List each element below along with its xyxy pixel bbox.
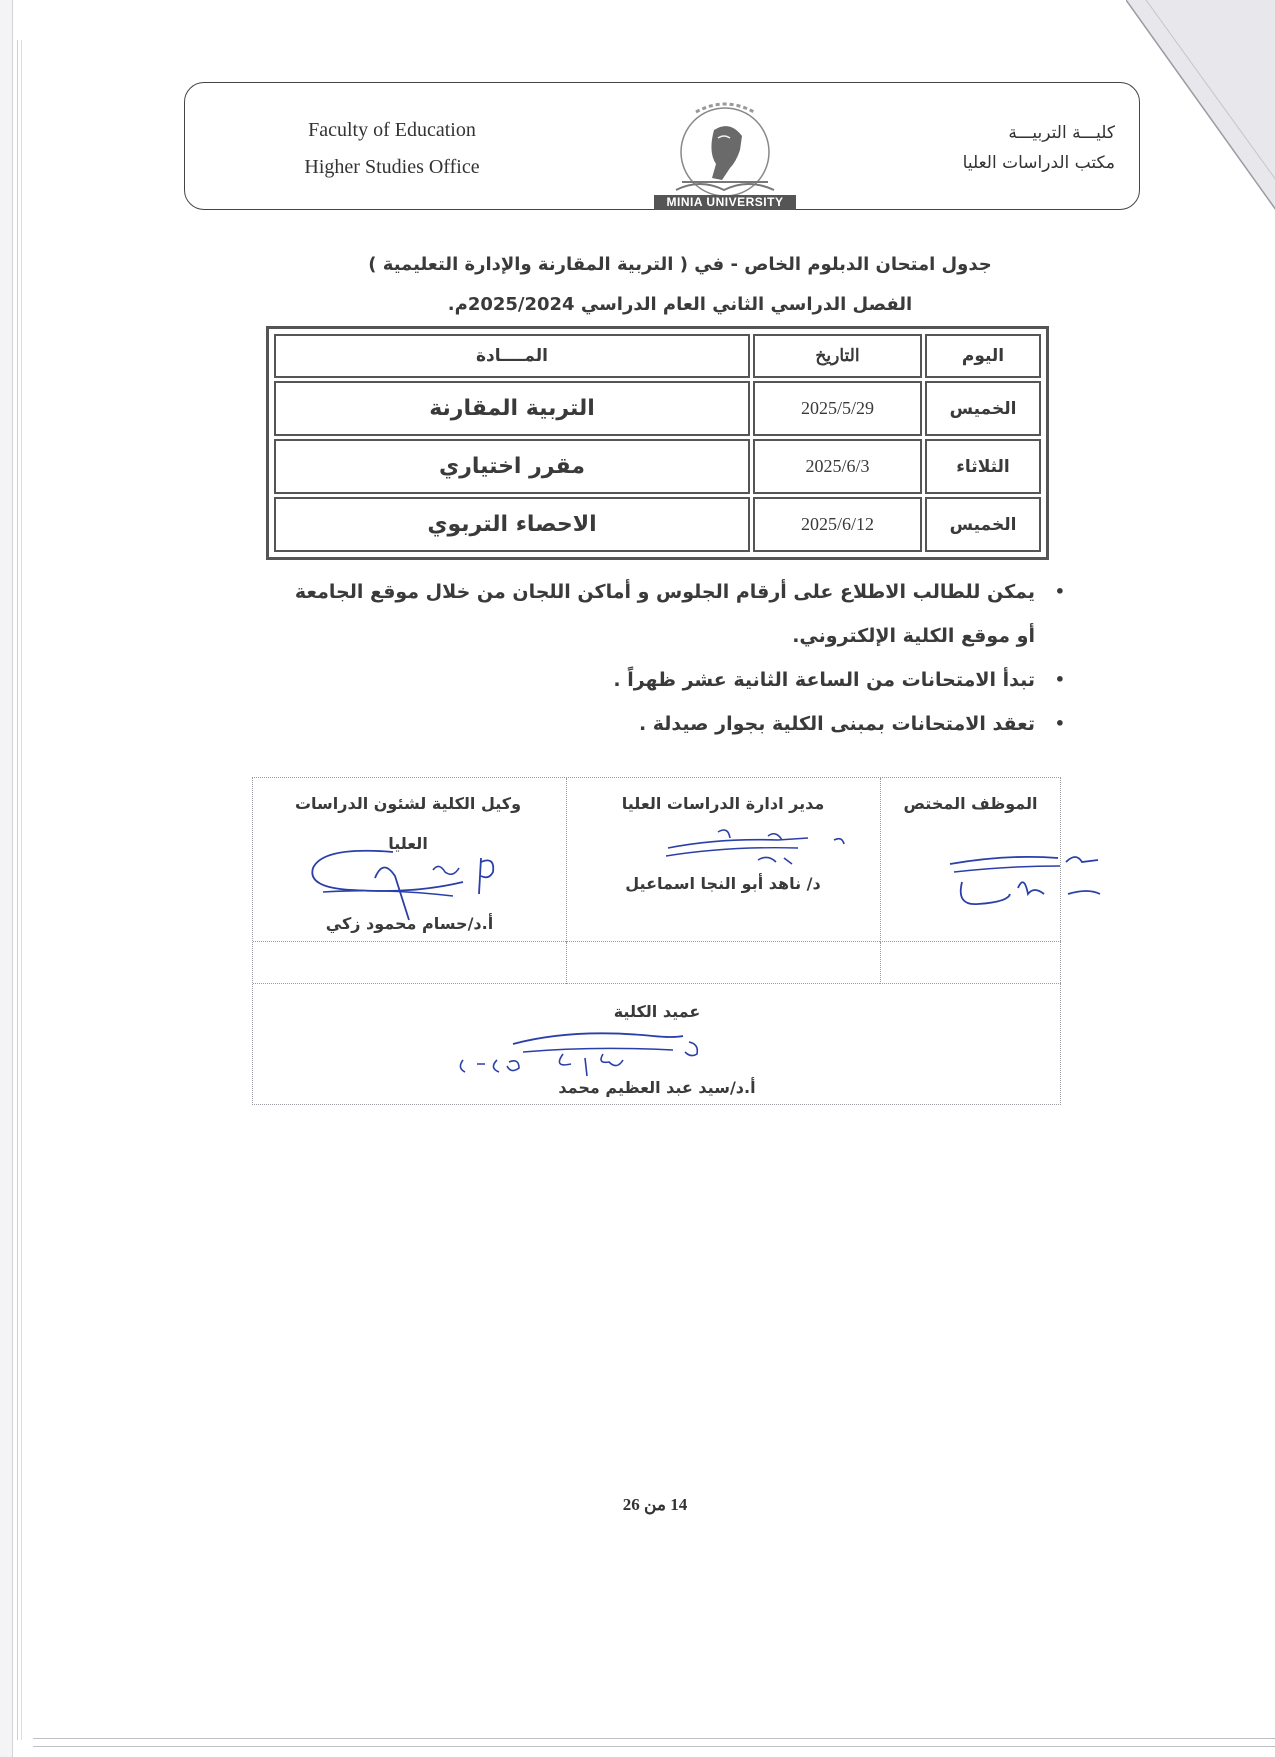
page-edge [17, 40, 18, 1740]
page-edge-line [33, 1738, 1275, 1739]
document-subtitle: الفصل الدراسي الثاني العام الدراسي 2025/2024م. [447, 294, 913, 315]
logo-caption: MINIA UNIVERSITY [654, 195, 796, 210]
row-date: 2025/6/12 [753, 497, 922, 552]
employee-signature [948, 844, 1128, 924]
page-edge-line [33, 1746, 1275, 1747]
page-number: 14 من 26 [622, 1495, 688, 1514]
row-subject: التربية المقارنة [274, 381, 750, 436]
header-day: اليوم [925, 334, 1041, 378]
letterhead-arabic [895, 118, 1115, 178]
office-name-en: Higher Studies Office [304, 156, 480, 178]
table-row [274, 497, 1041, 552]
header-subject: المــــادة [274, 334, 750, 378]
row-day: الثلاثاء [925, 439, 1041, 494]
note-text: يمكن للطالب الاطلاع على أرقام الجلوس و أماكن اللجان من خلال موقع الجامعة أو موقع الكلية الإلكتروني. [294, 581, 1035, 647]
director-signature [658, 826, 858, 876]
row-day: الخميس [925, 497, 1041, 552]
vice-dean-name: أ.د/حسام محمود زكي [325, 914, 494, 933]
sig-cell-empty [880, 942, 1061, 984]
vice-dean-title: وكيل الكلية لشئون الدراسات العليا [294, 794, 522, 853]
sig-cell-empty [566, 942, 880, 984]
director-name: د/ ناهد أبو النجا اسماعيل [625, 874, 821, 893]
bullet-icon: • [1054, 670, 1065, 689]
director-title: مدير ادارة الدراسات العليا [621, 794, 825, 813]
signature-table [252, 777, 1061, 1105]
table-row [274, 381, 1041, 436]
exam-schedule-table [266, 326, 1049, 560]
notes-list [290, 570, 1065, 746]
list-item [290, 702, 1065, 746]
dean-name: أ.د/سيد عبد العظيم محمد [558, 1078, 756, 1097]
table-row [274, 439, 1041, 494]
list-item [290, 570, 1065, 658]
note-text: تعقد الامتحانات بمبنى الكلية بجوار صيدلة . [638, 713, 1035, 735]
note-text: تبدأ الامتحانات من الساعة الثانية عشر ظهراً . [613, 669, 1035, 691]
row-day: الخميس [925, 381, 1041, 436]
header-date: التاريخ [753, 334, 922, 378]
list-item [290, 658, 1065, 702]
document-title: جدول امتحان الدبلوم الخاص - في ( التربية المقارنة والإدارة التعليمية ) [368, 254, 992, 275]
row-date: 2025/6/3 [753, 439, 922, 494]
dean-title: عميد الكلية [613, 1002, 701, 1021]
row-date: 2025/5/29 [753, 381, 922, 436]
bullet-icon: • [1054, 714, 1065, 733]
faculty-name-en: Faculty of Education [308, 119, 476, 141]
employee-title: الموظف المختص [903, 794, 1038, 813]
sig-cell-empty [253, 942, 566, 984]
office-name-ar: مكتب الدراسات العليا [962, 153, 1115, 173]
bullet-icon: • [1054, 582, 1065, 601]
page-edge [21, 40, 22, 1740]
letterhead-english [262, 112, 522, 186]
page-corner-fold [1126, 0, 1275, 210]
faculty-name-ar: كليـــة التربيـــة [1008, 123, 1115, 143]
row-subject: مقرر اختياري [274, 439, 750, 494]
table-header-row [274, 334, 1041, 378]
row-subject: الاحصاء التربوي [274, 497, 750, 552]
